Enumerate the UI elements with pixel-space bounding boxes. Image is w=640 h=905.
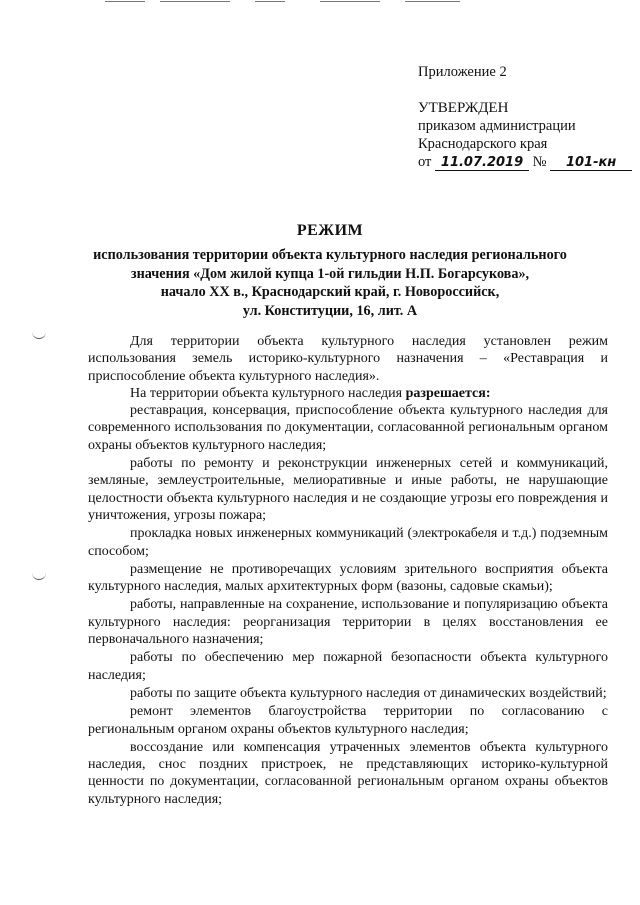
intro-paragraph: Для территории объекта культурного наследия установлен режим использования земель историко-культурного назначения – «Реставрация и приспособление объекта культурного наследия». (88, 334, 608, 384)
approval-line-1: приказом администрации (418, 118, 576, 134)
approved-label: УТВЕРЖДЕН (418, 100, 509, 116)
subtitle-line: начало XX в., Краснодарский край, г. Новороссийск, (160, 284, 500, 300)
subtitle-line: использования территории объекта культурного наследия регионального (93, 247, 567, 263)
allowed-item: работы по защите объекта культурного наследия от динамических воздействий; (130, 685, 607, 701)
document-heading (60, 222, 600, 320)
allowed-prefix: На территории объекта культурного наследия (130, 385, 406, 401)
document-title: РЕЖИМ (296, 222, 364, 239)
subtitle-line: значения «Дом жилой купца 1-ой гильдии Н.П. Богарсукова», (130, 265, 530, 282)
scan-margin-mark (32, 330, 46, 339)
number-prefix: № (532, 154, 547, 170)
allowed-item: прокладка новых инженерных коммуникаций (электрокабеля и т.д.) подземным способом; (88, 526, 608, 559)
approval-block (418, 63, 632, 171)
allowed-item: ремонт элементов благоустройства территории по согласованию с региональным органом охраны объектов культурного наследия; (88, 704, 608, 737)
scan-top-marks (105, 0, 465, 6)
allowed-heading (88, 385, 608, 402)
scan-margin-mark (32, 571, 46, 580)
allowed-item: работы по обеспечению мер пожарной безопасности объекта культурного наследия; (88, 650, 608, 683)
allowed-item: реставрация, консервация, приспособление объекта культурного наследия для современного использования по документации, согласованной региональным органом охраны объектов культурного наследия; (88, 403, 608, 453)
approval-date-line (418, 153, 632, 171)
handwritten-date: 11.07.2019 (435, 155, 529, 171)
allowed-item: размещение не противоречащих условиям зрительного восприятия объекта культурного наследия, малых архитектурных форм (вазоны, садовые скамьи); (88, 561, 608, 595)
allowed-item: работы, направленные на сохранение, использование и популяризацию объекта культурного наследия: реорганизация территории в целях восстановления ее первоначального назначения; (88, 597, 608, 648)
allowed-bold: разрешается: (405, 385, 491, 401)
allowed-item: работы по ремонту и реконструкции инженерных сетей и коммуникаций, земляные, землеустроительные, мелиоративные и иные работы, не нарушающие целостности объекта культурного наследия и не создающие угрозы его повреждения и уничтожения, угрозы пожара; (88, 456, 608, 523)
allowed-item: воссоздание или компенсация утраченных элементов объекта культурного наследия, снос поздних пристроек, не представляющих историко-культурной ценности по документации, согласованной региональным органом охраны объектов культурного наследия; (88, 739, 608, 807)
handwritten-number: 101-кн (550, 155, 632, 171)
subtitle-line: ул. Конституции, 16, лит. А (242, 302, 418, 319)
date-prefix: от (418, 154, 432, 170)
document-subtitle (60, 246, 600, 320)
document-body (88, 333, 608, 809)
annex-label: Приложение 2 (418, 64, 507, 80)
approval-line-2: Краснодарского края (418, 136, 548, 152)
